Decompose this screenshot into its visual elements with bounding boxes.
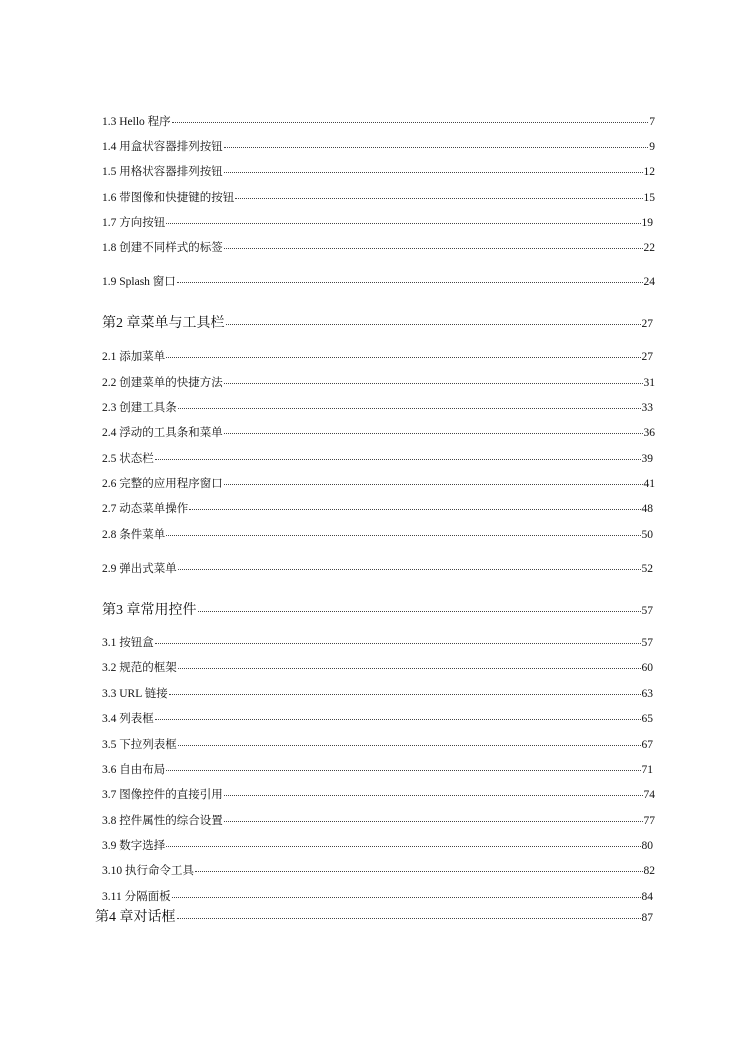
toc-entry-title: 2.9 弹出式菜单 [102,563,177,575]
toc-entry-page: 71 [641,764,653,776]
dot-leader [166,222,640,224]
dot-leader [177,917,641,919]
toc-entry-page: 31 [643,377,655,389]
toc-entry-page: 33 [641,402,653,414]
toc-chapter-title: 第3 章常用控件 [102,603,197,618]
toc-entry-title: 3.9 数字选择 [102,840,166,852]
toc-entry-title: 3.1 按钮盒 [102,637,154,649]
toc-entry-title: 2.2 创建菜单的快捷方法 [102,377,223,389]
toc-entry-page: 63 [641,688,653,700]
toc-entry-title: 2.4 浮动的工具条和菜单 [102,427,223,439]
toc-entry[interactable] [102,564,653,576]
toc-entry-page: 15 [643,192,655,204]
toc-entry[interactable] [102,117,655,129]
toc-entry-title: 3.7 图像控件的直接引用 [102,789,223,801]
toc-entry-page: 22 [643,242,655,254]
dot-leader [155,642,641,644]
toc-entry-title: 3.3 URL 链接 [102,688,168,700]
dot-leader [172,121,649,123]
toc-entry[interactable] [102,243,655,255]
dot-leader [224,171,643,173]
toc-entry[interactable] [102,689,653,701]
toc-entry-title: 3.8 控件属性的综合设置 [102,815,223,827]
toc-entry-page: 82 [643,865,655,877]
dot-leader [178,667,641,669]
dot-leader [195,870,643,872]
toc-entry-page: 27 [641,351,653,363]
dot-leader [226,323,641,325]
dot-leader [177,281,643,283]
toc-entry-page: 19 [641,217,653,229]
toc-entry[interactable] [102,714,653,726]
toc-entry-title: 1.8 创建不同样式的标签 [102,242,223,254]
dot-leader [224,247,643,249]
dot-leader [178,744,641,746]
toc-entry-title: 3.11 分隔面板 [102,891,171,903]
toc-entry-page: 74 [643,789,655,801]
toc-chapter-title: 第4 章对话框 [95,910,176,925]
dot-leader [224,146,649,148]
toc-entry[interactable] [102,663,653,675]
toc-chapter[interactable] [102,604,653,618]
toc-entry[interactable] [102,352,653,364]
toc-entry-page: 80 [641,840,653,852]
toc-entry-title: 2.3 创建工具条 [102,402,177,414]
toc-entry-page: 52 [641,563,653,575]
toc-entry-title: 3.10 执行命令工具 [102,865,194,877]
dot-leader [169,693,641,695]
dot-leader [166,534,640,536]
toc-entry-title: 3.6 自由布局 [102,764,166,776]
toc-entry-title: 2.8 条件菜单 [102,529,166,541]
toc-entry[interactable] [102,790,655,802]
dot-leader [172,896,641,898]
toc-chapter-page: 27 [641,318,653,330]
toc-entry-page: 77 [643,815,655,827]
toc-entry[interactable] [102,740,653,752]
toc-entry[interactable] [102,193,655,205]
toc-entry-title: 2.1 添加菜单 [102,351,166,363]
dot-leader [198,610,641,612]
dot-leader [224,432,643,434]
dot-leader [189,508,640,510]
dot-leader [166,845,640,847]
toc-entry-title: 1.5 用格状容器排列按钮 [102,166,223,178]
toc-chapter-page: 87 [641,912,653,924]
dot-leader [235,197,642,199]
toc-entry-page: 12 [643,166,655,178]
toc-entry-page: 24 [643,276,655,288]
toc-chapter[interactable] [95,911,653,925]
toc-entry[interactable] [102,638,653,650]
dot-leader [166,356,640,358]
toc-entry-title: 1.3 Hello 程序 [102,116,171,128]
dot-leader [178,407,641,409]
toc-entry-title: 1.6 带图像和快捷键的按钮 [102,192,235,204]
toc-entry-page: 57 [641,637,653,649]
toc-entry[interactable] [102,765,653,777]
toc-chapter-page: 57 [641,605,653,617]
toc-entry-title: 1.7 方向按钮 [102,217,166,229]
dot-leader [166,769,640,771]
toc-entry-title: 3.5 下拉列表框 [102,739,177,751]
dot-leader [155,718,641,720]
dot-leader [224,794,643,796]
toc-entry-title: 2.6 完整的应用程序窗口 [102,478,223,490]
toc-entry[interactable] [102,167,655,179]
toc-entry[interactable] [102,142,655,154]
toc-chapter-title: 第2 章菜单与工具栏 [102,316,225,331]
dot-leader [224,820,643,822]
toc-entry[interactable] [102,504,653,516]
toc-entry-page: 36 [643,427,655,439]
toc-entry[interactable] [102,428,655,440]
toc-entry-title: 2.7 动态菜单操作 [102,503,189,515]
dot-leader [224,483,643,485]
toc-entry-page: 9 [649,141,655,153]
toc-entry-page: 67 [641,739,653,751]
toc-entry[interactable] [102,277,655,289]
toc-entry[interactable] [102,479,655,491]
toc-entry-page: 84 [641,891,653,903]
toc-entry-title: 1.9 Splash 窗口 [102,276,176,288]
toc-entry[interactable] [102,454,653,466]
toc-entry-page: 60 [641,662,653,674]
toc-entry-page: 39 [641,453,653,465]
toc-chapter[interactable] [102,317,653,331]
toc-entry[interactable] [102,530,653,542]
dot-leader [178,568,641,570]
toc-entry[interactable] [102,378,655,390]
toc-entry[interactable] [102,816,655,828]
toc-entry-title: 1.4 用盒状容器排列按钮 [102,141,223,153]
toc-entry[interactable] [102,892,653,904]
toc-entry-page: 41 [643,478,655,490]
toc-entry-page: 50 [641,529,653,541]
toc-entry-page: 48 [641,503,653,515]
toc-entry-page: 65 [641,713,653,725]
dot-leader [155,458,641,460]
toc-entry-title: 3.4 列表框 [102,713,154,725]
dot-leader [224,382,643,384]
toc-entry[interactable] [102,403,653,415]
toc-entry-title: 2.5 状态栏 [102,453,154,465]
toc-entry[interactable] [102,841,653,853]
toc-entry[interactable] [102,866,655,878]
toc-entry-page: 7 [649,116,655,128]
toc-entry[interactable] [102,218,653,230]
toc-entry-title: 3.2 规范的框架 [102,662,177,674]
